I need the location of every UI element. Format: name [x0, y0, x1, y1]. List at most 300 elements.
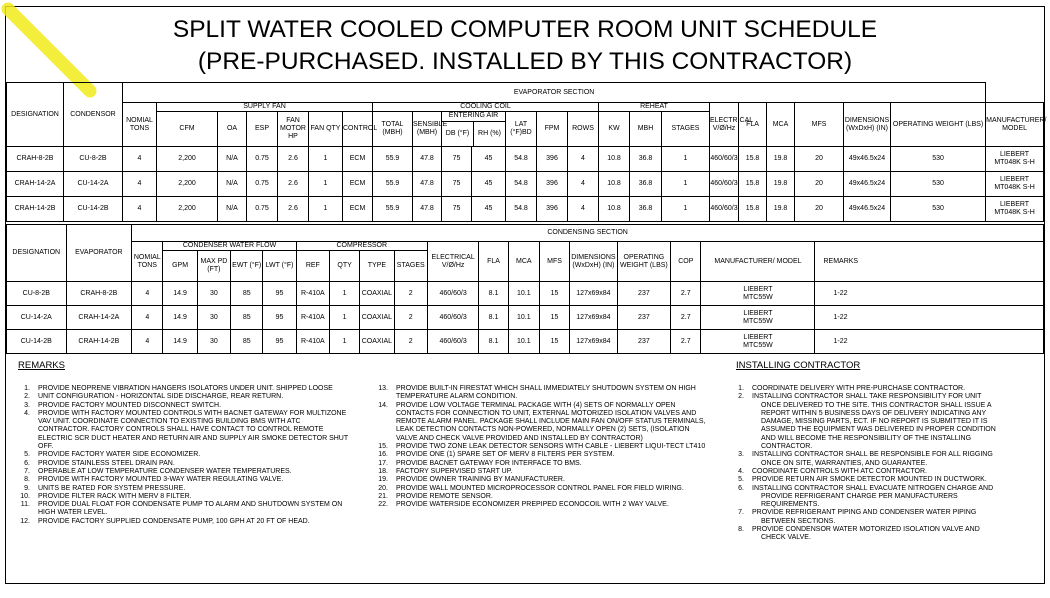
- note-line: PROVIDE FILTER RACK WITH MERV 8 FILTER.: [38, 492, 192, 500]
- note-number: 6.: [738, 484, 744, 492]
- installing-heading: INSTALLING CONTRACTOR: [736, 360, 861, 371]
- cell-designation: CU-14-2A: [7, 306, 67, 330]
- cond-col-ewt: EWT (°F): [231, 251, 263, 282]
- cell-total: 55.9: [373, 172, 413, 197]
- note-line: CONTRACTOR.: [761, 443, 813, 451]
- cond-col-ref: REF: [296, 251, 329, 282]
- cell-remarks: 1-22: [815, 282, 1044, 306]
- note-line: COORDINATE CONTROLS WITH ATC CONTRACTOR.: [752, 467, 928, 475]
- cell-max-pd: 30: [197, 282, 230, 306]
- note-number: 4.: [24, 409, 30, 417]
- cell-ewt: 85: [231, 282, 263, 306]
- cell-manufacturer: [701, 282, 815, 306]
- cell-electrical: 460/60/3: [427, 330, 478, 354]
- evap-col-fan-motor: FAN MOTOR HP: [278, 112, 309, 147]
- cell-rh: 45: [472, 172, 506, 197]
- cell-type: COAXIAL: [360, 306, 394, 330]
- cell-electrical: 460/60/3: [710, 147, 739, 172]
- evap-col-mfs: MFS: [795, 103, 844, 147]
- note-number: 19.: [378, 476, 388, 484]
- cell-type: COAXIAL: [360, 330, 394, 354]
- cell-evaporator: CRAH-14-2B: [66, 330, 132, 354]
- note-line: ONCE DELIVERED TO THE SITE. THIS CONTRACTOR SHALL ISSUE A: [761, 401, 992, 409]
- note-text: [38, 501, 388, 518]
- cell-remarks: 1-22: [815, 330, 1044, 354]
- note-line: PROVIDE ONE (1) SPARE SET OF MERV 8 FILTERS PER SYSTEM.: [396, 451, 615, 459]
- evap-col-stages: STAGES: [662, 112, 710, 147]
- cell-condensor: CU-14-2B: [64, 197, 123, 222]
- cell-weight: 237: [617, 306, 671, 330]
- note-item: [18, 451, 388, 459]
- note-text: [752, 468, 1027, 476]
- note-line: CONTRACTOR. FACTORY CONTROLS SHALL HAVE CONTACT TO CONTROL REMOTE: [38, 426, 324, 434]
- note-line: CHECK VALVE.: [761, 534, 811, 542]
- note-text: [38, 493, 388, 501]
- cell-mbh: 36.8: [630, 197, 662, 222]
- note-line: PROVIDE FACTORY MOUNTED DISCONNECT SWITCH.: [38, 401, 222, 409]
- cell-rh: 45: [472, 147, 506, 172]
- note-item: [732, 385, 1027, 393]
- evap-col-nominal: NOMIAL TONS: [123, 103, 157, 147]
- note-line: ONCE ON SITE, WARRANTIES, AND GUARANTEE.: [761, 459, 928, 467]
- note-line: PROVIDE DUAL FLOAT FOR CONDENSATE PUMP TO ALARM AND SHUTDOWN SYSTEM ON: [38, 501, 343, 509]
- cell-cfm: 2,200: [157, 147, 218, 172]
- note-item: [376, 443, 721, 451]
- cond-col-fla: FLA: [479, 242, 508, 282]
- note-line: REQUIREMENTS.: [761, 501, 820, 509]
- note-item: [732, 485, 1027, 510]
- cell-lwt: 95: [263, 330, 296, 354]
- evaporator-table: [6, 82, 1047, 222]
- note-number: 9.: [24, 484, 30, 492]
- cell-max-pd: 30: [197, 330, 230, 354]
- note-number: 3.: [738, 451, 744, 459]
- note-line: DAMAGE, MISSING PARTS, ECT. IF NO REPORT IS SUBMITTED IT IS: [761, 418, 988, 426]
- note-text: [38, 393, 388, 401]
- schedule-sheet: [5, 6, 1045, 584]
- note-number: 7.: [24, 467, 30, 475]
- cell-weight: 530: [891, 172, 986, 197]
- cell-designation: CRAH-14-2A: [7, 172, 64, 197]
- note-line: PROVIDE REFRIGERANT PIPING AND CONDENSER WATER PIPING: [752, 509, 977, 517]
- evap-entering-air-label: ENTERING AIR: [442, 112, 505, 121]
- note-text: [396, 460, 721, 468]
- cell-mfr-line: LIEBERT: [743, 333, 773, 341]
- cell-mbh: 36.8: [630, 172, 662, 197]
- note-text: [38, 460, 388, 468]
- note-item: [18, 460, 388, 468]
- note-line: AND WILL BECOME THE RESPONSIBILITY OF THE INSTALLING: [761, 434, 972, 442]
- cell-manufacturer: [701, 306, 815, 330]
- note-number: 5.: [24, 451, 30, 459]
- cell-rows: 4: [568, 197, 599, 222]
- evap-col-manufacturer: MANUFACTURER/ MODEL: [986, 103, 1044, 147]
- cell-tons: 4: [123, 197, 157, 222]
- note-text: [38, 476, 388, 484]
- table-row: [7, 172, 1044, 197]
- note-line: ASSUMED THE EQUIPMENT WAS DELIVERED IN PROPER CONDITION: [761, 426, 996, 434]
- cell-hp: 2.6: [278, 197, 309, 222]
- note-text: [396, 468, 721, 476]
- cond-col-stages: STAGES: [394, 251, 427, 282]
- note-line: PROVIDE STAINLESS STEEL DRAIN PAN.: [38, 459, 175, 467]
- note-line: PROVIDE WITH FACTORY MOUNTED 3-WAY WATER REGULATING VALVE.: [38, 476, 284, 484]
- note-text: [752, 476, 1027, 484]
- cell-qty: 1: [329, 282, 359, 306]
- condensing-table: [6, 224, 1044, 354]
- cell-mca: 19.8: [767, 147, 795, 172]
- note-text: [752, 526, 1027, 543]
- cell-hp: 2.6: [278, 172, 309, 197]
- cell-mca: 10.1: [508, 282, 539, 306]
- evap-col-control: CONTROL: [343, 112, 373, 147]
- cell-fla: 8.1: [479, 330, 508, 354]
- note-item: [376, 468, 721, 476]
- cond-group-compressor: COMPRESSOR: [296, 242, 427, 251]
- note-line: PROVIDE REMOTE SENSOR.: [396, 492, 493, 500]
- cell-mfr-line: LIEBERT: [1000, 176, 1030, 183]
- cell-weight: 237: [617, 282, 671, 306]
- note-text: [38, 451, 388, 459]
- evap-col-electrical: ELECTRICAL V/Ø/Hz: [710, 103, 739, 147]
- note-line: LEAK DETECTION CONTACTS NON-POWERED, NORMALLY OPEN (2) SETS, (ISOLATION: [396, 426, 690, 434]
- cond-col-evaporator: EVAPORATOR: [66, 225, 132, 282]
- note-line: INSTALLING CONTRACTOR SHALL BE RESPONSIBLE FOR ALL RIGGING: [752, 451, 993, 459]
- evap-group-supply-fan: SUPPLY FAN: [157, 103, 373, 112]
- cell-lwt: 95: [263, 306, 296, 330]
- cell-fla: 8.1: [479, 306, 508, 330]
- cell-electrical: 460/60/3: [427, 306, 478, 330]
- note-item: [376, 460, 721, 468]
- evap-col-fpm: FPM: [537, 112, 568, 147]
- note-item: [18, 468, 388, 476]
- note-item: [732, 526, 1027, 543]
- note-number: 14.: [378, 401, 388, 409]
- note-number: 6.: [24, 459, 30, 467]
- cell-model-line: MT048K S-H: [994, 159, 1035, 166]
- note-line: PROVIDE FACTORY WATER SIDE ECONOMIZER.: [38, 451, 201, 459]
- cell-weight: 237: [617, 330, 671, 354]
- cell-gpm: 14.9: [163, 306, 197, 330]
- remarks-list-mid: [376, 385, 721, 509]
- evap-col-total: TOTAL (MBH): [373, 112, 413, 147]
- cell-dimensions: 49x46.5x24: [844, 197, 891, 222]
- note-line: PROVIDE WALL MOUNTED MICROPROCESSOR CONTROL PANEL FOR FIELD WIRING.: [396, 484, 684, 492]
- note-text: [396, 385, 721, 402]
- note-line: HIGH WATER LEVEL.: [38, 509, 108, 517]
- cell-mfs: 20: [795, 147, 844, 172]
- cell-mfs: 15: [539, 330, 569, 354]
- schedule-title: SPLIT WATER COOLED COMPUTER ROOM UNIT SCHEDULE: [172, 16, 878, 43]
- evap-section-title: EVAPORATOR SECTION: [123, 83, 986, 103]
- cell-mca: 19.8: [767, 172, 795, 197]
- cell-mfr-line: LIEBERT: [1000, 151, 1030, 158]
- cell-rh: 45: [472, 197, 506, 222]
- note-line: COORDINATE DELIVERY WITH PRE-PURCHASE CONTRACTOR.: [752, 385, 966, 392]
- evap-col-designation: DESIGNATION: [7, 83, 64, 147]
- cell-ref: R-410A: [296, 282, 329, 306]
- cell-rows: 4: [568, 172, 599, 197]
- note-line: PROVIDE BACNET GATEWAY FOR INTERFACE TO BMS.: [396, 459, 582, 467]
- cond-col-designation: DESIGNATION: [7, 225, 67, 282]
- note-number: 13.: [378, 385, 388, 392]
- note-item: [18, 410, 388, 451]
- cell-control: ECM: [343, 197, 373, 222]
- cell-stages: 1: [662, 147, 710, 172]
- cell-sensible: 47.8: [413, 147, 442, 172]
- remarks-heading: REMARKS: [18, 360, 65, 371]
- table-row: [7, 306, 1044, 330]
- note-line: PROVIDE WITH FACTORY MOUNTED CONTROLS WITH BACNET GATEWAY FOR MULTIZONE: [38, 409, 347, 417]
- evap-col-db: DB (°F): [442, 121, 474, 146]
- evap-col-dimensions: DIMENSIONS (WxDxH) (IN): [844, 103, 891, 147]
- note-item: [18, 476, 388, 484]
- cond-col-remarks: REMARKS: [815, 242, 1044, 282]
- note-line: FACTORY SUPERVISED START UP.: [396, 467, 513, 475]
- cell-cop: 2.7: [671, 306, 701, 330]
- cell-dimensions: 127x69x84: [570, 330, 617, 354]
- note-text: [38, 485, 388, 493]
- cell-fla: 15.8: [739, 147, 767, 172]
- cell-cop: 2.7: [671, 282, 701, 306]
- note-line: PROVIDE LOW VOLTAGE TERMINAL PACKAGE WITH (4) SETS OF NORMALLY OPEN: [396, 401, 676, 409]
- cell-dimensions: 127x69x84: [570, 282, 617, 306]
- note-number: 2.: [24, 393, 30, 401]
- note-number: 5.: [738, 476, 744, 484]
- cell-esp: 0.75: [247, 147, 278, 172]
- cell-mfr-line: LIEBERT: [1000, 201, 1030, 208]
- cell-fpm: 396: [537, 172, 568, 197]
- cell-lat: 54.8: [506, 172, 537, 197]
- note-item: [376, 476, 721, 484]
- cell-designation: CU-14-2B: [7, 330, 67, 354]
- note-number: 11.: [20, 501, 30, 509]
- cell-lwt: 95: [263, 282, 296, 306]
- cell-evaporator: CRAH-14-2A: [66, 306, 132, 330]
- note-text: [38, 385, 388, 393]
- note-item: [732, 476, 1027, 484]
- installing-list: [732, 385, 1027, 543]
- note-text: [396, 476, 721, 484]
- cell-gpm: 14.9: [163, 282, 197, 306]
- cell-db: 75: [442, 197, 472, 222]
- cell-lat: 54.8: [506, 197, 537, 222]
- cell-designation: CRAH-8-2B: [7, 147, 64, 172]
- cell-tons: 4: [132, 282, 163, 306]
- cond-col-weight: OPERATING WEIGHT (LBS): [617, 242, 671, 282]
- note-number: 8.: [738, 526, 744, 534]
- note-number: 4.: [738, 467, 744, 475]
- cell-mfs: 15: [539, 282, 569, 306]
- note-line: REMOTE ALARM PANEL. PACKAGE SHALL INCLUDE MAIN FAN ON/OFF STATUS TERMINALS,: [396, 418, 706, 426]
- note-text: [396, 402, 721, 443]
- note-line: INSTALLING CONTRACTOR SHALL TAKE RESPONSIBILITY FOR UNIT: [752, 393, 982, 401]
- note-line: PROVIDE REFRIGERANT CHARGE PER MANUFACTURERS: [761, 492, 958, 500]
- cell-model-line: MT048K S-H: [994, 209, 1035, 216]
- cell-model-line: MTC55W: [743, 341, 773, 349]
- evap-col-oa: OA: [218, 112, 247, 147]
- cell-qty: 1: [329, 306, 359, 330]
- note-text: [396, 451, 721, 459]
- evap-group-entering-air: [442, 112, 506, 147]
- cond-col-manufacturer: MANUFACTURER/ MODEL: [701, 242, 815, 282]
- cell-designation: CRAH-14-2B: [7, 197, 64, 222]
- note-item: [18, 385, 388, 393]
- note-line: VALVE AND CHECK VALVE PROVIDED AND INSTALLED BY CONTRACTOR): [396, 434, 643, 442]
- note-number: 15.: [378, 443, 388, 451]
- note-text: [38, 468, 388, 476]
- note-line: INSTALLING CONTRACTOR SHALL EVACUATE NITROGEN CHARGE AND: [752, 484, 994, 492]
- cell-fpm: 396: [537, 147, 568, 172]
- note-line: PROVIDE BUILT-IN FIRESTAT WHICH SHALL IMMEDIATELY SHUTDOWN SYSTEM ON HIGH: [396, 385, 696, 392]
- schedule-subtitle: (PRE-PURCHASED. INSTALLED BY THIS CONTRACTOR): [197, 48, 853, 75]
- note-text: [396, 501, 721, 509]
- cell-model-line: MTC55W: [743, 293, 773, 301]
- note-text: [396, 443, 721, 451]
- cell-ref: R-410A: [296, 330, 329, 354]
- cell-remarks: 1-22: [815, 306, 1044, 330]
- note-item: [18, 493, 388, 501]
- cell-mfs: 20: [795, 172, 844, 197]
- evap-col-mbh: MBH: [630, 112, 662, 147]
- cell-tons: 4: [123, 147, 157, 172]
- note-text: [396, 493, 721, 501]
- evap-col-condensor: CONDENSOR: [64, 83, 123, 147]
- note-item: [732, 468, 1027, 476]
- cell-mca: 19.8: [767, 197, 795, 222]
- note-line: PROVIDE CONDENSOR WATER MOTORIZED ISOLATION VALVE AND: [752, 526, 980, 534]
- cell-weight: 530: [891, 147, 986, 172]
- table-row: [7, 147, 1044, 172]
- cell-dimensions: 49x46.5x24: [844, 147, 891, 172]
- note-line: CONTACTS FOR CONNECTION TO UNIT, EXTERNAL MOTORIZED ISOLATION VALVES AND: [396, 409, 697, 417]
- cell-oa: N/A: [218, 197, 247, 222]
- cell-manufacturer: [701, 330, 815, 354]
- evap-group-cooling-coil: COOLING COIL: [373, 103, 599, 112]
- note-item: [18, 518, 388, 526]
- cell-tons: 4: [123, 172, 157, 197]
- note-text: [38, 410, 388, 451]
- table-row: [7, 197, 1044, 222]
- cell-fan-qty: 1: [309, 197, 343, 222]
- cell-stages: 1: [662, 197, 710, 222]
- cell-kw: 10.8: [599, 172, 630, 197]
- note-line: TEMPERATURE ALARM CONDITION.: [396, 393, 518, 401]
- evap-col-weight: OPERATING WEIGHT (LBS): [891, 103, 986, 147]
- note-number: 7.: [738, 509, 744, 517]
- note-line: PROVIDE FACTORY SUPPLIED CONDENSATE PUMP, 100 GPH AT 20 FT OF HEAD.: [38, 517, 310, 525]
- cell-db: 75: [442, 147, 472, 172]
- note-item: [376, 493, 721, 501]
- cell-stages: 2: [394, 306, 427, 330]
- cell-tons: 4: [132, 330, 163, 354]
- note-item: [376, 451, 721, 459]
- cell-cop: 2.7: [671, 330, 701, 354]
- note-item: [732, 451, 1027, 468]
- cell-lat: 54.8: [506, 147, 537, 172]
- note-line: PROVIDE OWNER TRAINING BY MANUFACTURER.: [396, 476, 565, 484]
- cell-ewt: 85: [231, 330, 263, 354]
- cell-evaporator: CRAH-8-2B: [66, 282, 132, 306]
- cell-oa: N/A: [218, 172, 247, 197]
- note-item: [18, 501, 388, 518]
- note-line: PROVIDE RETURN AIR SMOKE DETECTOR MOUNTED IN DUCTWORK.: [752, 476, 987, 484]
- cell-weight: 530: [891, 197, 986, 222]
- note-number: 22.: [378, 501, 388, 509]
- cell-mfs: 15: [539, 306, 569, 330]
- cell-mfr-line: LIEBERT: [743, 285, 773, 293]
- note-number: 21.: [378, 492, 388, 500]
- note-line: REPORT WITHIN 5 BUSINESS DAYS OF DELIVERY INDICATING ANY: [761, 409, 987, 417]
- evap-col-rows: ROWS: [568, 112, 599, 147]
- note-item: [376, 501, 721, 509]
- note-number: 1.: [738, 385, 744, 392]
- cell-control: ECM: [343, 147, 373, 172]
- note-number: 1.: [24, 385, 30, 392]
- cell-model-line: MTC55W: [743, 317, 773, 325]
- note-number: 17.: [378, 459, 388, 467]
- note-line: VAV UNIT. COORDINATE CONNECTION TO EXISTING BUILDING BMS WITH ATC: [38, 418, 301, 426]
- cell-manufacturer: [986, 197, 1044, 222]
- note-text: [396, 485, 721, 493]
- note-text: [752, 385, 1027, 393]
- note-line: UNITS BE RATED FOR SYSTEM PRESSURE.: [38, 484, 186, 492]
- note-item: [18, 402, 388, 410]
- note-line: PROVIDE TWO ZONE LEAK DETECTOR SENSORS WITH CABLE - LIEBERT LIQUI-TECT LT410: [396, 443, 706, 451]
- cell-manufacturer: [986, 172, 1044, 197]
- cond-col-gpm: GPM: [163, 251, 197, 282]
- note-number: 3.: [24, 401, 30, 409]
- note-text: [752, 485, 1027, 510]
- cell-fan-qty: 1: [309, 172, 343, 197]
- cell-mca: 10.1: [508, 330, 539, 354]
- cell-mfr-line: LIEBERT: [743, 309, 773, 317]
- evap-col-esp: ESP: [247, 112, 278, 147]
- cell-kw: 10.8: [599, 147, 630, 172]
- cell-cfm: 2,200: [157, 172, 218, 197]
- cell-stages: 2: [394, 282, 427, 306]
- cell-qty: 1: [329, 330, 359, 354]
- cell-cfm: 2,200: [157, 197, 218, 222]
- cell-mca: 10.1: [508, 306, 539, 330]
- cell-sensible: 47.8: [413, 172, 442, 197]
- cell-type: COAXIAL: [360, 282, 394, 306]
- note-line: OPERABLE AT LOW TEMPERATURE CONDENSER WATER TEMPERATURES.: [38, 467, 292, 475]
- cell-stages: 1: [662, 172, 710, 197]
- evap-col-fla: FLA: [739, 103, 767, 147]
- cell-total: 55.9: [373, 147, 413, 172]
- cell-electrical: 460/60/3: [710, 172, 739, 197]
- cell-max-pd: 30: [197, 306, 230, 330]
- cell-esp: 0.75: [247, 197, 278, 222]
- evap-col-mca: MCA: [767, 103, 795, 147]
- cell-fla: 15.8: [739, 197, 767, 222]
- note-line: OFF.: [38, 443, 54, 451]
- cond-col-mfs: MFS: [539, 242, 569, 282]
- note-number: 16.: [378, 451, 388, 459]
- note-number: 10.: [20, 492, 30, 500]
- note-text: [752, 451, 1027, 468]
- cell-mfs: 20: [795, 197, 844, 222]
- cell-manufacturer: [986, 147, 1044, 172]
- cond-section-title: CONDENSING SECTION: [132, 225, 1044, 242]
- evap-col-lat: LAT (°F)BD: [506, 112, 537, 147]
- note-number: 8.: [24, 476, 30, 484]
- note-item: [732, 393, 1027, 451]
- cell-fpm: 396: [537, 197, 568, 222]
- note-item: [732, 509, 1027, 526]
- cell-condensor: CU-14-2A: [64, 172, 123, 197]
